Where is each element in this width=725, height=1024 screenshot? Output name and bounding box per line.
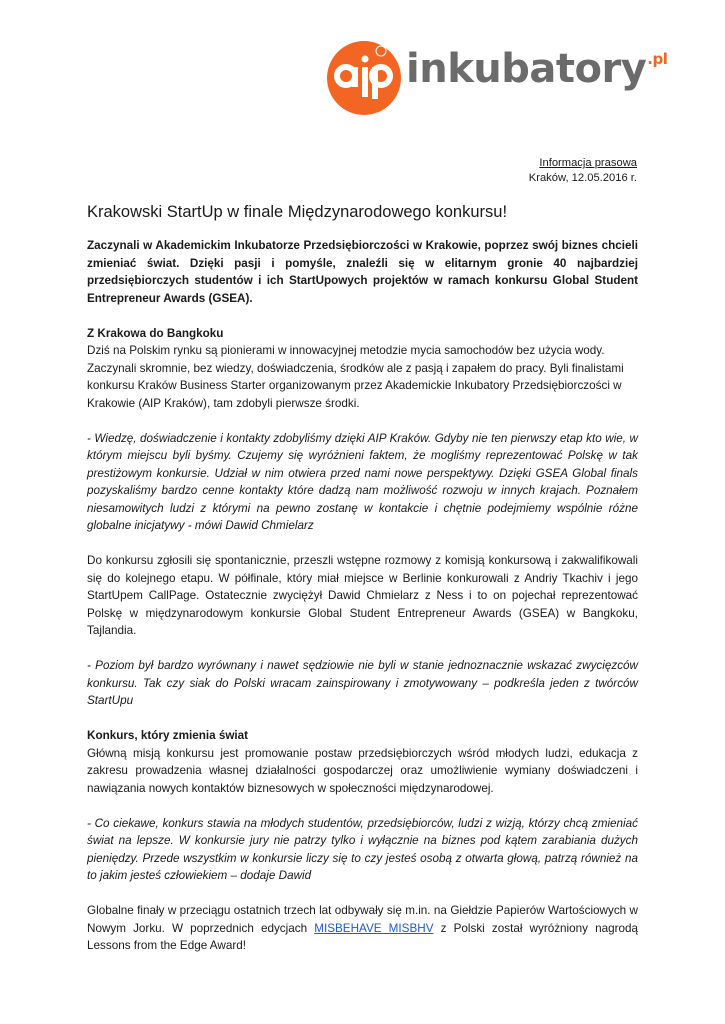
section1-line-3: konkursu Kraków Business Starter organizowanym przez Akademickie Inkubatory Przedsiębiorczości w (87, 379, 622, 392)
logo-name: inkubatory (406, 46, 647, 92)
press-release-link[interactable]: Informacja prasowa (539, 157, 637, 169)
section-krakow-bangkok (87, 325, 638, 413)
quote-paragraph-3: - Co ciekawe, konkurs stawia na młodych studentów, przedsiębiorców, ludzi z wizją, którzy chcą zmieniać świat na lepsze. W konkursie jury nie patrzy tylko i wyłącznie na biznes pod kątem zarabiania dużych pieniędzy. Przede wszystkim w konkursie liczy się to czy jesteś osobą z otwarta głową, patrzą również na to jakim jesteś człowiekiem – dodaje Dawid (87, 816, 638, 882)
section-heading-1: Z Krakowa do Bangkoku (87, 326, 224, 340)
lead-paragraph: Zaczynali w Akademickim Inkubatorze Przedsiębiorczości w Krakowie, poprzez swój biznes chcieli zmieniać świat. Dzięki pasji i pomyśle, znaleźli się w elitarnym gronie 40 najbardziej przedsiębiorczych studentów i ich StartUpowych projektów w ramach konkursu Global Student Entrepreneur Awards (GSEA). (87, 239, 638, 305)
logo-domain: .pl (647, 50, 668, 68)
quote-paragraph-1: - Wiedzę, doświadczenie i kontakty zdobyliśmy dzięki AIP Kraków. Gdyby nie ten pierwszy etap kto wie, w którym miejscu byli byśmy. Czujemy się wyróżnieni faktem, że mogliśmy reprezentować Polskę w tak prestiżowym konkursie. Udział w nim otwiera przed nami nowe perspektywy. Dzięki GSEA Global finals pozyskaliśmy bardzo cenne kontakty które dadzą nam możliwość rozwoju w innych krajach. Poznałem niesamowitych ludzi z którymi na pewno zostanę w kontakcie i chętnie podejmiemy wspólnie różne globalne inicjatywy - mówi Dawid Chmielarz (87, 431, 638, 532)
page-title: Krakowski StartUp w finale Międzynarodowego konkursu! (87, 203, 508, 221)
section2-body: Główną misją konkursu jest promowanie postaw przedsiębiorczych wśród młodych ludzi, edukacja z zakresu prowadzenia własnej działalności gospodarczej oraz umożliwienie wymiany doświadczeni i nawiązania nowych kontaktów biznesowych w społeczności międzynarodowej. (87, 746, 638, 795)
article-body (87, 237, 638, 972)
press-meta (529, 156, 637, 186)
inkubatory-logo[interactable] (326, 40, 668, 120)
misbehave-link[interactable]: MISBEHAVE MISBHV (314, 921, 434, 935)
final-text-before: Globalne finały w przeciągu ostatnich trzech lat odbywały się m.in. na Giełdzie Papierów Wartościowych w Nowym Jorku. W poprzednich edycjach (87, 904, 638, 935)
logo-wordmark (406, 46, 667, 92)
final-paragraph (87, 902, 638, 955)
section1-line-2: Zaczynali skromnie, bez wiedzy, doświadczenia, środków ale z pasją i zapałem do pracy. Byli finalistami (87, 361, 624, 375)
section1-line-4: Krakowie (AIP Kraków), tam zdobyli pierwsze środki. (87, 396, 360, 410)
competition-paragraph: Do konkursu zgłosili się spontanicznie, przeszli wstępne rozmowy z komisją konkursową i zakwalifikowali się do kolejnego etapu. W półfinale, który miał miejsce w Berlinie konkurowali z Andriy Tkachiv i jego StartUpem CallPage. Ostatecznie zwyciężył Dawid Chmielarz z Ness i to on pojechał reprezentować Polskę w międzynarodowym konkursie Global Student Entrepreneur Awards (GSEA) w Bangkoku, Tajlandia. (87, 554, 638, 637)
section1-line-1: Dziś na Polskim rynku są pionierami w innowacyjnej metodzie mycia samochodów bez użycia wody. (87, 344, 605, 357)
final-text-after: z Polski został wyróżniony nagrodą Lessons from the Edge Award! (87, 921, 639, 952)
place-date: Kraków, 12.05.2016 r. (528, 172, 637, 184)
section-heading-2: Konkurs, który zmienia świat (87, 729, 249, 742)
quote-paragraph-2: - Poziom był bardzo wyrównany i nawet sędziowie nie byli w stanie jednoznacznie wskazać zwycięzców konkursu. Tak czy siak do Polski wracam zainspirowany i zmotywowany – podkreśla jeden z twórców StartUpu (87, 659, 638, 707)
section-konkurs (87, 727, 638, 797)
aip-logo-icon (326, 40, 406, 120)
